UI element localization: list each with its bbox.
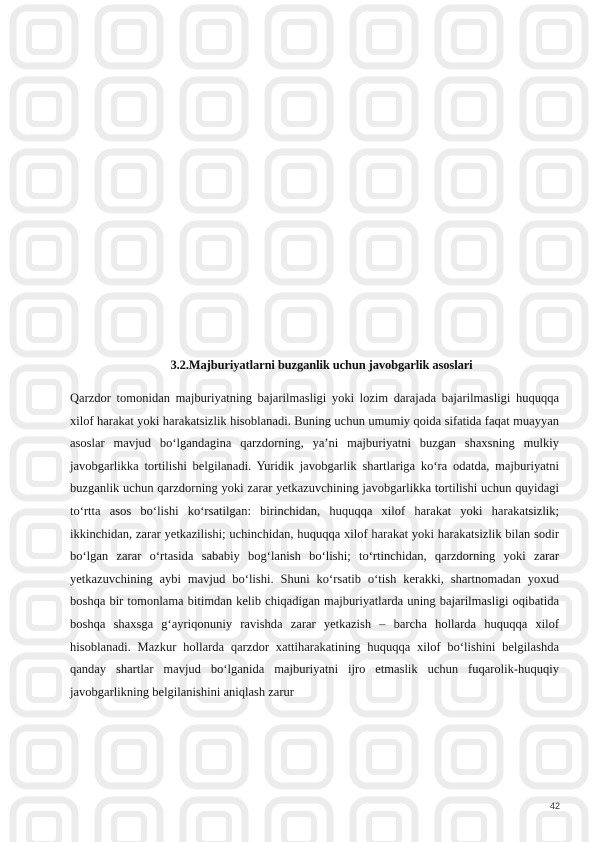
page-content	[70, 358, 559, 703]
document-watermark-icon	[183, 800, 245, 842]
page-number: 42	[549, 801, 560, 811]
document-watermark-icon	[98, 8, 160, 66]
document-watermark-icon	[13, 656, 75, 714]
document-watermark-icon	[183, 296, 245, 354]
document-watermark-icon	[98, 224, 160, 282]
body-paragraph: Qarzdor tomonidan majburiyatning bajarilmasligi yoki lozim darajada bajarilmasligi huquqqa xilof harakat yoki harakatsizlik hisoblanadi. Buning uchun umumiy qoida sifatida faqat muayyan asoslar mavjud boʻlgandagina qarzdorning, ya’ni majburiyatni buzgan shaxsning mulkiy javobgarlikka tortilishi belgilanadi. Yuridik javobgarlik shartlariga koʻra odatda, majburiyatni buzganlik uchun qarzdorning yoki zarar yetkazuvchining javobgarlikka tortilishi uchun quyidagi toʻrtta asos boʻlishi koʻrsatilgan: birinchidan, huquqqa xilof harakat yoki harakatsizlik; ikkinchidan, zarar yetkazilishi; uchinchidan, huquqqa xilof harakat yoki harakatsizlik bilan sodir boʻlgan zarar oʻrtasida sababiy bogʻlanish boʻlishi; toʻrtinchidan, qarzdorning yoki zarar yetkazuvchining aybi mavjud boʻlishi. Shuni koʻrsatib oʻtish kerakki, shartnomadan yoxud boshqa bir tomonlama bitimdan kelib chiqadigan majburiyatlarda uning bajarilmasligi oqibatida boshqa shaxsga gʻayriqonuniy ravishda zarar yetkazish – barcha hollarda huquqqa xilof hisoblanadi. Mazkur hollarda qarzdor xattiharakatining huquqqa xilof boʻlishini belgilashda qanday shartlar mavjud boʻlganida majburiyatni ijro etmaslik uchun fuqarolik-huquqiy javobgarlikning belgilanishini aniqlash zarur	[70, 391, 559, 699]
document-watermark-icon	[353, 224, 415, 282]
document-watermark-icon	[183, 80, 245, 138]
document-watermark-icon	[268, 800, 330, 842]
document-watermark-icon	[268, 152, 330, 210]
document-watermark-icon	[13, 800, 75, 842]
document-watermark-icon	[523, 728, 585, 786]
document-watermark-icon	[268, 296, 330, 354]
document-watermark-icon	[438, 296, 500, 354]
document-watermark-icon	[523, 152, 585, 210]
document-watermark-icon	[438, 728, 500, 786]
document-watermark-icon	[268, 8, 330, 66]
document-watermark-icon	[353, 800, 415, 842]
document-watermark-icon	[523, 224, 585, 282]
document-watermark-icon	[98, 152, 160, 210]
document-watermark-icon	[98, 80, 160, 138]
document-watermark-icon	[13, 8, 75, 66]
document-watermark-icon	[353, 728, 415, 786]
document-watermark-icon	[523, 80, 585, 138]
document-watermark-icon	[438, 800, 500, 842]
document-watermark-icon	[98, 728, 160, 786]
document-watermark-icon	[13, 224, 75, 282]
document-watermark-icon	[438, 224, 500, 282]
document-watermark-icon	[183, 8, 245, 66]
document-watermark-icon	[13, 584, 75, 642]
document-watermark-icon	[353, 80, 415, 138]
document-watermark-icon	[438, 152, 500, 210]
document-watermark-icon	[353, 8, 415, 66]
document-watermark-icon	[438, 8, 500, 66]
document-watermark-icon	[98, 800, 160, 842]
document-watermark-icon	[13, 728, 75, 786]
document-watermark-icon	[13, 80, 75, 138]
document-watermark-icon	[353, 296, 415, 354]
document-watermark-icon	[268, 728, 330, 786]
document-watermark-icon	[268, 80, 330, 138]
document-watermark-icon	[183, 224, 245, 282]
document-watermark-icon	[183, 728, 245, 786]
document-watermark-icon	[438, 80, 500, 138]
document-watermark-icon	[13, 512, 75, 570]
document-watermark-icon	[353, 152, 415, 210]
document-watermark-icon	[98, 296, 160, 354]
document-watermark-icon	[13, 152, 75, 210]
document-watermark-icon	[13, 368, 75, 426]
document-watermark-icon	[523, 296, 585, 354]
document-watermark-icon	[523, 8, 585, 66]
document-watermark-icon	[13, 296, 75, 354]
document-watermark-icon	[268, 224, 330, 282]
section-title: 3.2.Majburiyatlarni buzganlik uchun javobgarlik asoslari	[170, 358, 473, 372]
document-watermark-icon	[13, 440, 75, 498]
document-watermark-icon	[183, 152, 245, 210]
